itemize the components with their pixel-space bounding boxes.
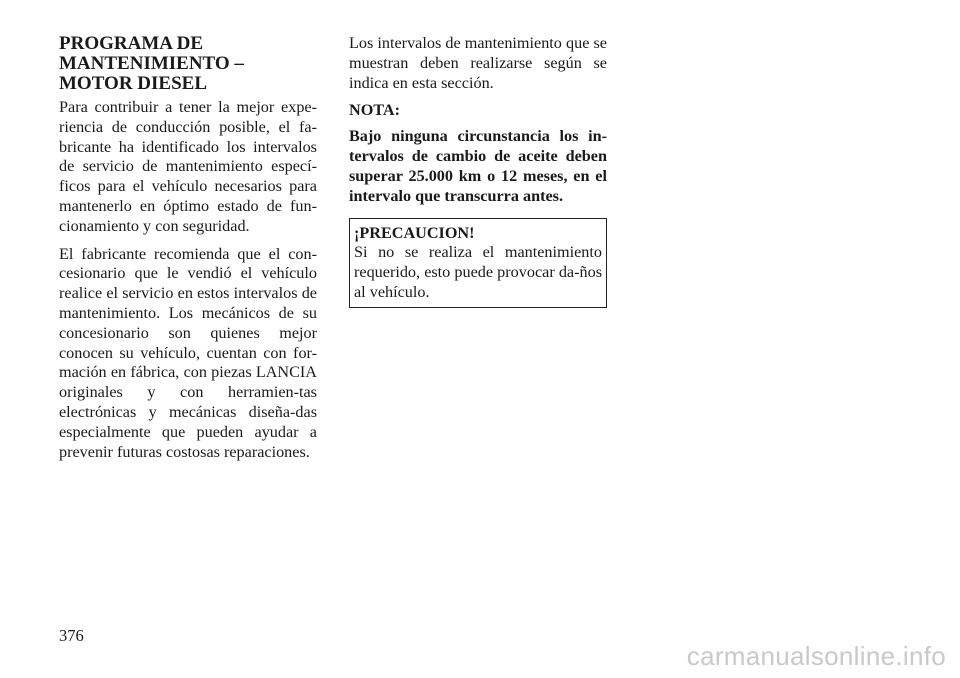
left-column xyxy=(59,34,317,470)
right-column xyxy=(349,34,607,308)
dealer-paragraph: El fabricante recomienda que el con-cesionario que le vendió el vehículo realice el servicio en estos intervalos de mantenimiento. Los mecánicos de su concesionario son quienes mejor conocen su vehículo, cuentan con for-mación en fábrica, con piezas LANCIA originales y con herramien-tas electrónicas y mecánicas diseña-das especialmente que pueden ayudar a prevenir futuras costosas reparaciones. xyxy=(59,244,317,461)
heading-line-3: MOTOR DIESEL xyxy=(59,73,207,94)
watermark-text: carmanualsonline.info xyxy=(686,641,946,671)
heading-line-1: PROGRAMA DE xyxy=(59,33,204,54)
intervals-paragraph: Los intervalos de mantenimiento que se muestran deben realizarse según se indica en esta sección. xyxy=(349,34,607,92)
intro-paragraph: Para contribuir a tener la mejor expe-riencia de conducción posible, el fa-bricante ha identificado los intervalos de servicio de mantenimiento especí-ficos para el vehículo necesarios para mantenerlo en óptimo estado de fun-cionamiento y con seguridad. xyxy=(59,98,317,235)
page-number: 376 xyxy=(59,626,84,645)
note-label: NOTA: xyxy=(349,101,400,120)
note-text: Bajo ninguna circunstancia los in-tervalos de cambio de aceite deben superar 25.000 km o 12 meses, en el intervalo que transcurra antes. xyxy=(349,127,607,205)
warning-title: ¡PRECAUCION! xyxy=(354,224,475,243)
section-heading xyxy=(59,34,317,94)
warning-text: Si no se realiza el mantenimiento requerido, esto puede provocar da-ños al vehículo. xyxy=(354,243,602,301)
warning-box xyxy=(349,218,607,307)
heading-line-2: MANTENIMIENTO – xyxy=(59,53,244,74)
